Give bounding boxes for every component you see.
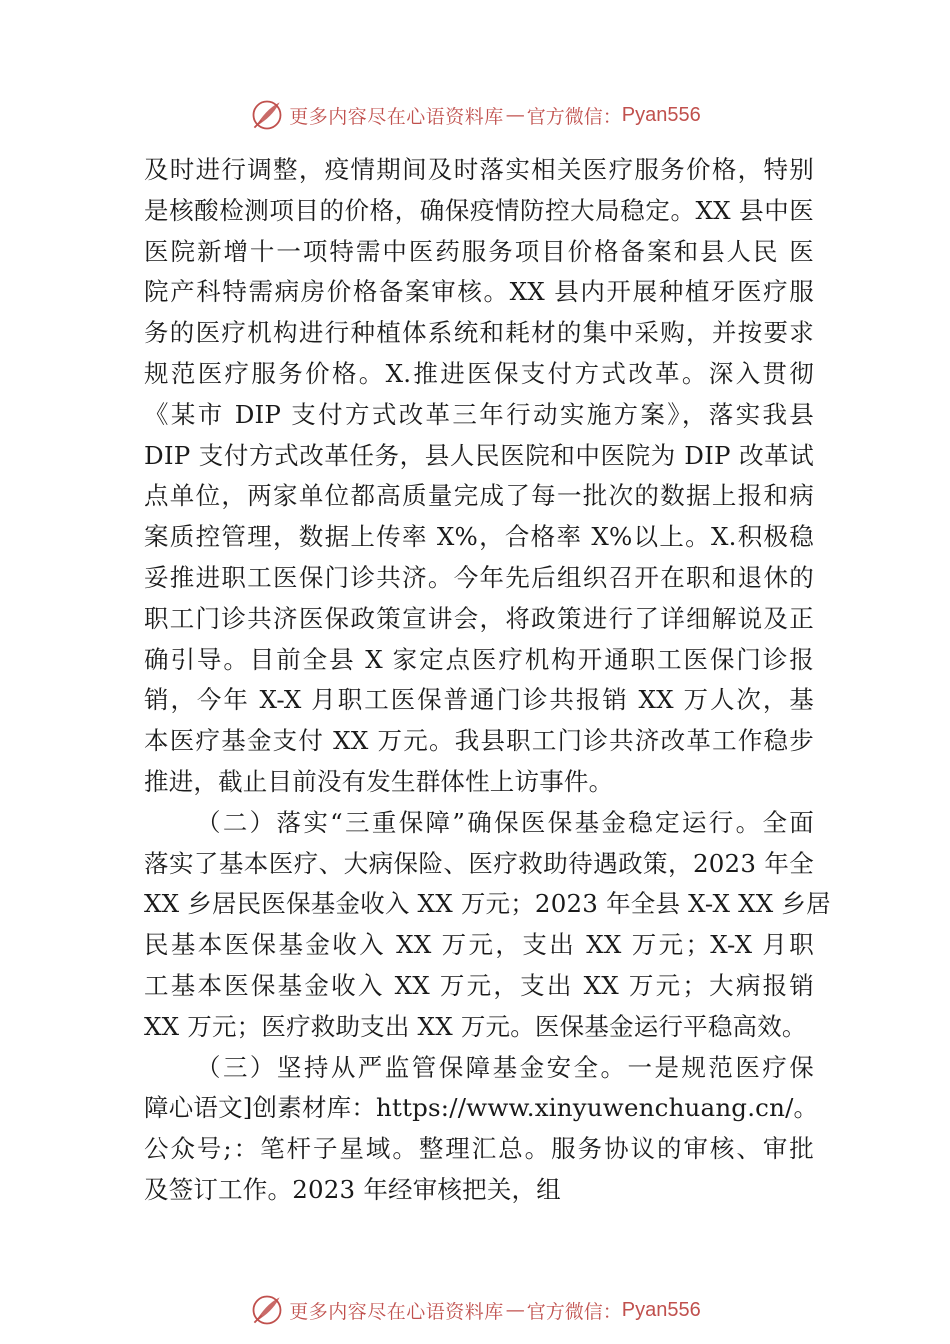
section-heading-line: （三）坚持从严监管保障基金安全。一是规范医疗保 <box>196 1052 814 1082</box>
banner-wechat-id: Pyan556 <box>621 1298 701 1321</box>
text-line: 职工门诊共济医保政策宣讲会，将政策进行了详细解说及正 <box>144 603 814 633</box>
text-line: 案质控管理，数据上传率 X%，合格率 X%以上。X.积极稳 <box>144 522 814 552</box>
text-line: 公众号;：笔杆子星域。整理汇总。服务协议的审核、审批 <box>144 1134 814 1164</box>
text-line: 确引导。目前全县 X 家定点医疗机构开通职工医保门诊报 <box>144 644 814 674</box>
text-line: 落实了基本医疗、大病保险、医疗救助待遇政策，2023 年全 <box>144 848 814 878</box>
banner-wechat-label: 官方微信： <box>526 105 622 128</box>
text-line: 规范医疗服务价格。X.推进医保支付方式改革。深入贯彻 <box>144 358 814 388</box>
text-line: 院产科特需病房价格备案审核。XX 县内开展种植牙医疗服 <box>144 277 814 307</box>
text-line: 医院新增十一项特需中医药服务项目价格备案和县人民 医 <box>144 236 814 266</box>
text-line: 《某市 DIP 支付方式改革三年行动实施方案》，落实我县 <box>144 399 814 429</box>
banner-wechat-id: Pyan556 <box>621 103 701 126</box>
text-line: 工基本医保基金收入 XX 万元，支出 XX 万元；大病报销 <box>144 970 814 1000</box>
footer-watermark-banner <box>0 1290 950 1330</box>
feather-pen-logo-icon <box>249 1292 285 1328</box>
text-line: 障心语文]创素材库：https://www.xinyuwenchuang.cn/。 <box>144 1093 819 1123</box>
text-line: 销，今年 X-X 月职工医保普通门诊共报销 XX 万人次，基 <box>144 685 814 715</box>
text-line: 推进，截止目前没有发生群体性上访事件。 <box>144 766 614 796</box>
header-watermark-banner <box>0 95 950 135</box>
text-line: XX 万元；医疗救助支出 XX 万元。医保基金运行平稳高效。 <box>144 1011 807 1041</box>
text-line: 民基本医保基金收入 XX 万元，支出 XX 万元；X-X 月职 <box>144 930 814 960</box>
text-line: 及签订工作。2023 年经审核把关，组 <box>144 1174 561 1204</box>
banner-site-text: 更多内容尽在心语资料库 <box>289 1300 504 1323</box>
banner-site-text: 更多内容尽在心语资料库 <box>289 105 504 128</box>
banner-dash: — <box>505 104 525 126</box>
document-body <box>144 150 831 1211</box>
text-line: 是核酸检测项目的价格，确保疫情防控大局稳定。XX 县中医 <box>144 195 814 225</box>
text-line: XX 乡居民医保基金收入 XX 万元；2023 年全县 X-X XX 乡居 <box>144 889 831 919</box>
text-line: 本医疗基金支付 XX 万元。我县职工门诊共济改革工作稳步 <box>144 726 814 756</box>
feather-pen-logo-icon <box>249 97 285 133</box>
text-line: DIP 支付方式改革任务，县人民医院和中医院为 DIP 改革试 <box>144 440 814 470</box>
section-heading-line: （二）落实“三重保障”确保医保基金稳定运行。全面 <box>196 807 814 837</box>
text-line: 妥推进职工医保门诊共济。今年先后组织召开在职和退休的 <box>144 562 814 592</box>
banner-dash: — <box>505 1299 525 1321</box>
text-line: 点单位，两家单位都高质量完成了每一批次的数据上报和病 <box>144 481 814 511</box>
banner-wechat-label: 官方微信： <box>526 1300 622 1323</box>
text-line: 及时进行调整，疫情期间及时落实相关医疗服务价格，特别 <box>144 155 814 184</box>
text-line: 务的医疗机构进行种植体系统和耗材的集中采购，并按要求 <box>144 318 814 348</box>
